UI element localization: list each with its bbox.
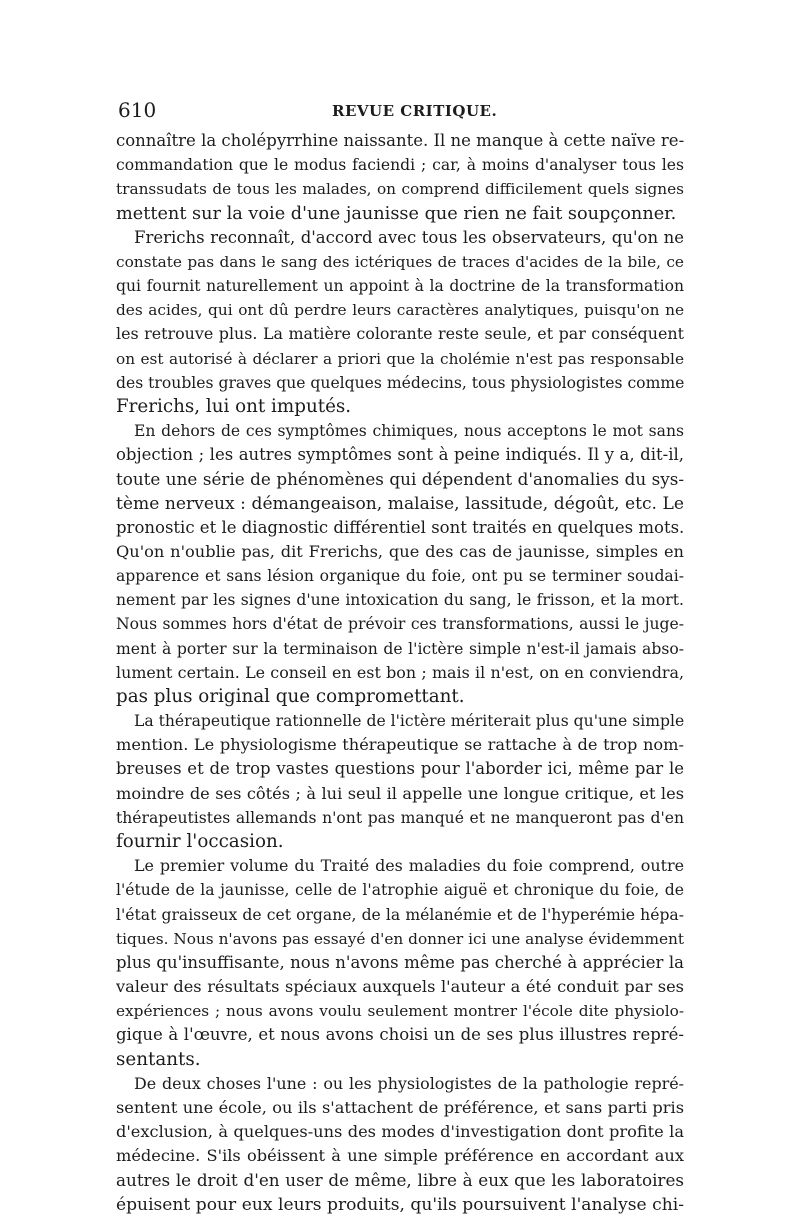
text-line: tème nerveux : démangeaison, malaise, lassitude, dégoût, etc. Le xyxy=(116,493,684,514)
text-line: breuses et de trop vastes questions pour l'aborder ici, même par le xyxy=(116,759,684,779)
text-line: objection ; les autres symptômes sont à peine indiqués. Il y a, dit-il, xyxy=(116,445,684,465)
text-line: médecine. S'ils obéissent à une simple préférence en accordant aux xyxy=(116,1146,684,1166)
text-line: lument certain. Le conseil en est bon ; mais il n'est, on en conviendra, xyxy=(116,662,684,682)
text-line: sentent une école, ou ils s'attachent de préférence, et sans parti pris xyxy=(116,1097,684,1117)
text-line: Frerichs reconnaît, d'accord avec tous les observateurs, qu'on ne xyxy=(134,227,684,247)
text-line: connaître la cholépyrrhine naissante. Il ne manque à cette naïve re- xyxy=(116,131,684,150)
page-number: 610 xyxy=(118,98,157,122)
text-line: nement par les signes d'une intoxication du sang, le frisson, et la mort. xyxy=(116,591,684,610)
text-line: épuisent pour eux leurs produits, qu'ils poursuivent l'analyse chi- xyxy=(116,1194,684,1215)
text-line: on est autorisé à déclarer a priori que la cholémie n'est pas responsable xyxy=(116,349,684,368)
text-line: ment à porter sur la terminaison de l'ictère simple n'est-il jamais abso- xyxy=(116,639,684,658)
text-line: tiques. Nous n'avons pas essayé d'en donner ici une analyse évidemment xyxy=(116,929,684,948)
text-line: Qu'on n'oublie pas, dit Frerichs, que des cas de jaunisse, simples en xyxy=(116,541,684,561)
text-line: expériences ; nous avons voulu seulement montrer l'école dite physiolo- xyxy=(116,1002,684,1021)
text-line: plus qu'insuffisante, nous n'avons même pas cherché à apprécier la xyxy=(116,952,684,972)
text-line: La thérapeutique rationnelle de l'ictère mériterait plus qu'une simple xyxy=(134,712,684,731)
text-line: mention. Le physiologisme thérapeutique se rattache à de trop nom- xyxy=(116,735,684,755)
text-line: moindre de ses côtés ; à lui seul il appelle une longue critique, et les xyxy=(116,783,684,803)
text-line: fournir l'occasion. xyxy=(116,830,284,852)
text-line: autres le droit d'en user de même, libre à eux que les laboratoires xyxy=(116,1170,684,1191)
text-line: des troubles graves que quelques médecins, tous physiologistes comme xyxy=(116,373,684,392)
text-line: l'état graisseux de cet organe, de la mélanémie et de l'hyperémie hépa- xyxy=(116,905,684,924)
text-line: qui fournit naturellement un appoint à la doctrine de la transformation xyxy=(116,277,684,296)
text-line: Frerichs, lui ont imputés. xyxy=(116,395,352,417)
text-line: valeur des résultats spéciaux auxquels l'auteur a été conduit par ses xyxy=(116,977,684,997)
text-line: l'étude de la jaunisse, celle de l'atrophie aiguë et chronique du foie, de xyxy=(116,881,684,900)
text-line: En dehors de ces symptômes chimiques, nous acceptons le mot sans xyxy=(134,422,684,441)
body-text xyxy=(116,129,684,1217)
text-line: Nous sommes hors d'état de prévoir ces transformations, aussi le juge- xyxy=(116,615,684,634)
text-line: De deux choses l'une : ou les physiologistes de la pathologie repré- xyxy=(134,1073,684,1093)
text-line: pas plus original que compromettant. xyxy=(116,685,465,707)
text-line: commandation que le modus faciendi ; car, à moins d'analyser tous les xyxy=(116,156,684,175)
text-line: apparence et sans lésion organique du foie, ont pu se terminer soudai- xyxy=(116,567,684,586)
running-head-title: REVUE CRITIQUE. xyxy=(332,102,498,120)
text-line: pronostic et le diagnostic différentiel sont traités en quelques mots. xyxy=(116,517,684,537)
running-head xyxy=(118,98,686,122)
text-line: toute une série de phénomènes qui dépendent d'anomalies du sys- xyxy=(116,469,684,490)
text-line: mettent sur la voie d'une jaunisse que rien ne fait soupçonner. xyxy=(116,203,677,224)
text-line: les retrouve plus. La matière colorante reste seule, et par conséquent xyxy=(116,324,684,344)
text-line: des acides, qui ont dû perdre leurs caractères analytiques, puisqu'on ne xyxy=(116,301,684,320)
text-line: transsudats de tous les malades, on comprend difficilement quels signes xyxy=(116,180,684,199)
text-line: gique à l'œuvre, et nous avons choisi un de ses plus illustres repré- xyxy=(116,1025,684,1045)
text-line: thérapeutistes allemands n'ont pas manqué et ne manqueront pas d'en xyxy=(116,808,684,827)
text-line: sentants. xyxy=(116,1048,201,1070)
text-line: constate pas dans le sang des ictériques de traces d'acides de la bile, ce xyxy=(116,252,684,271)
text-line: d'exclusion, à quelques-uns des modes d'investigation dont profite la xyxy=(116,1122,684,1142)
text-line: Le premier volume du Traité des maladies du foie comprend, outre xyxy=(134,856,684,876)
